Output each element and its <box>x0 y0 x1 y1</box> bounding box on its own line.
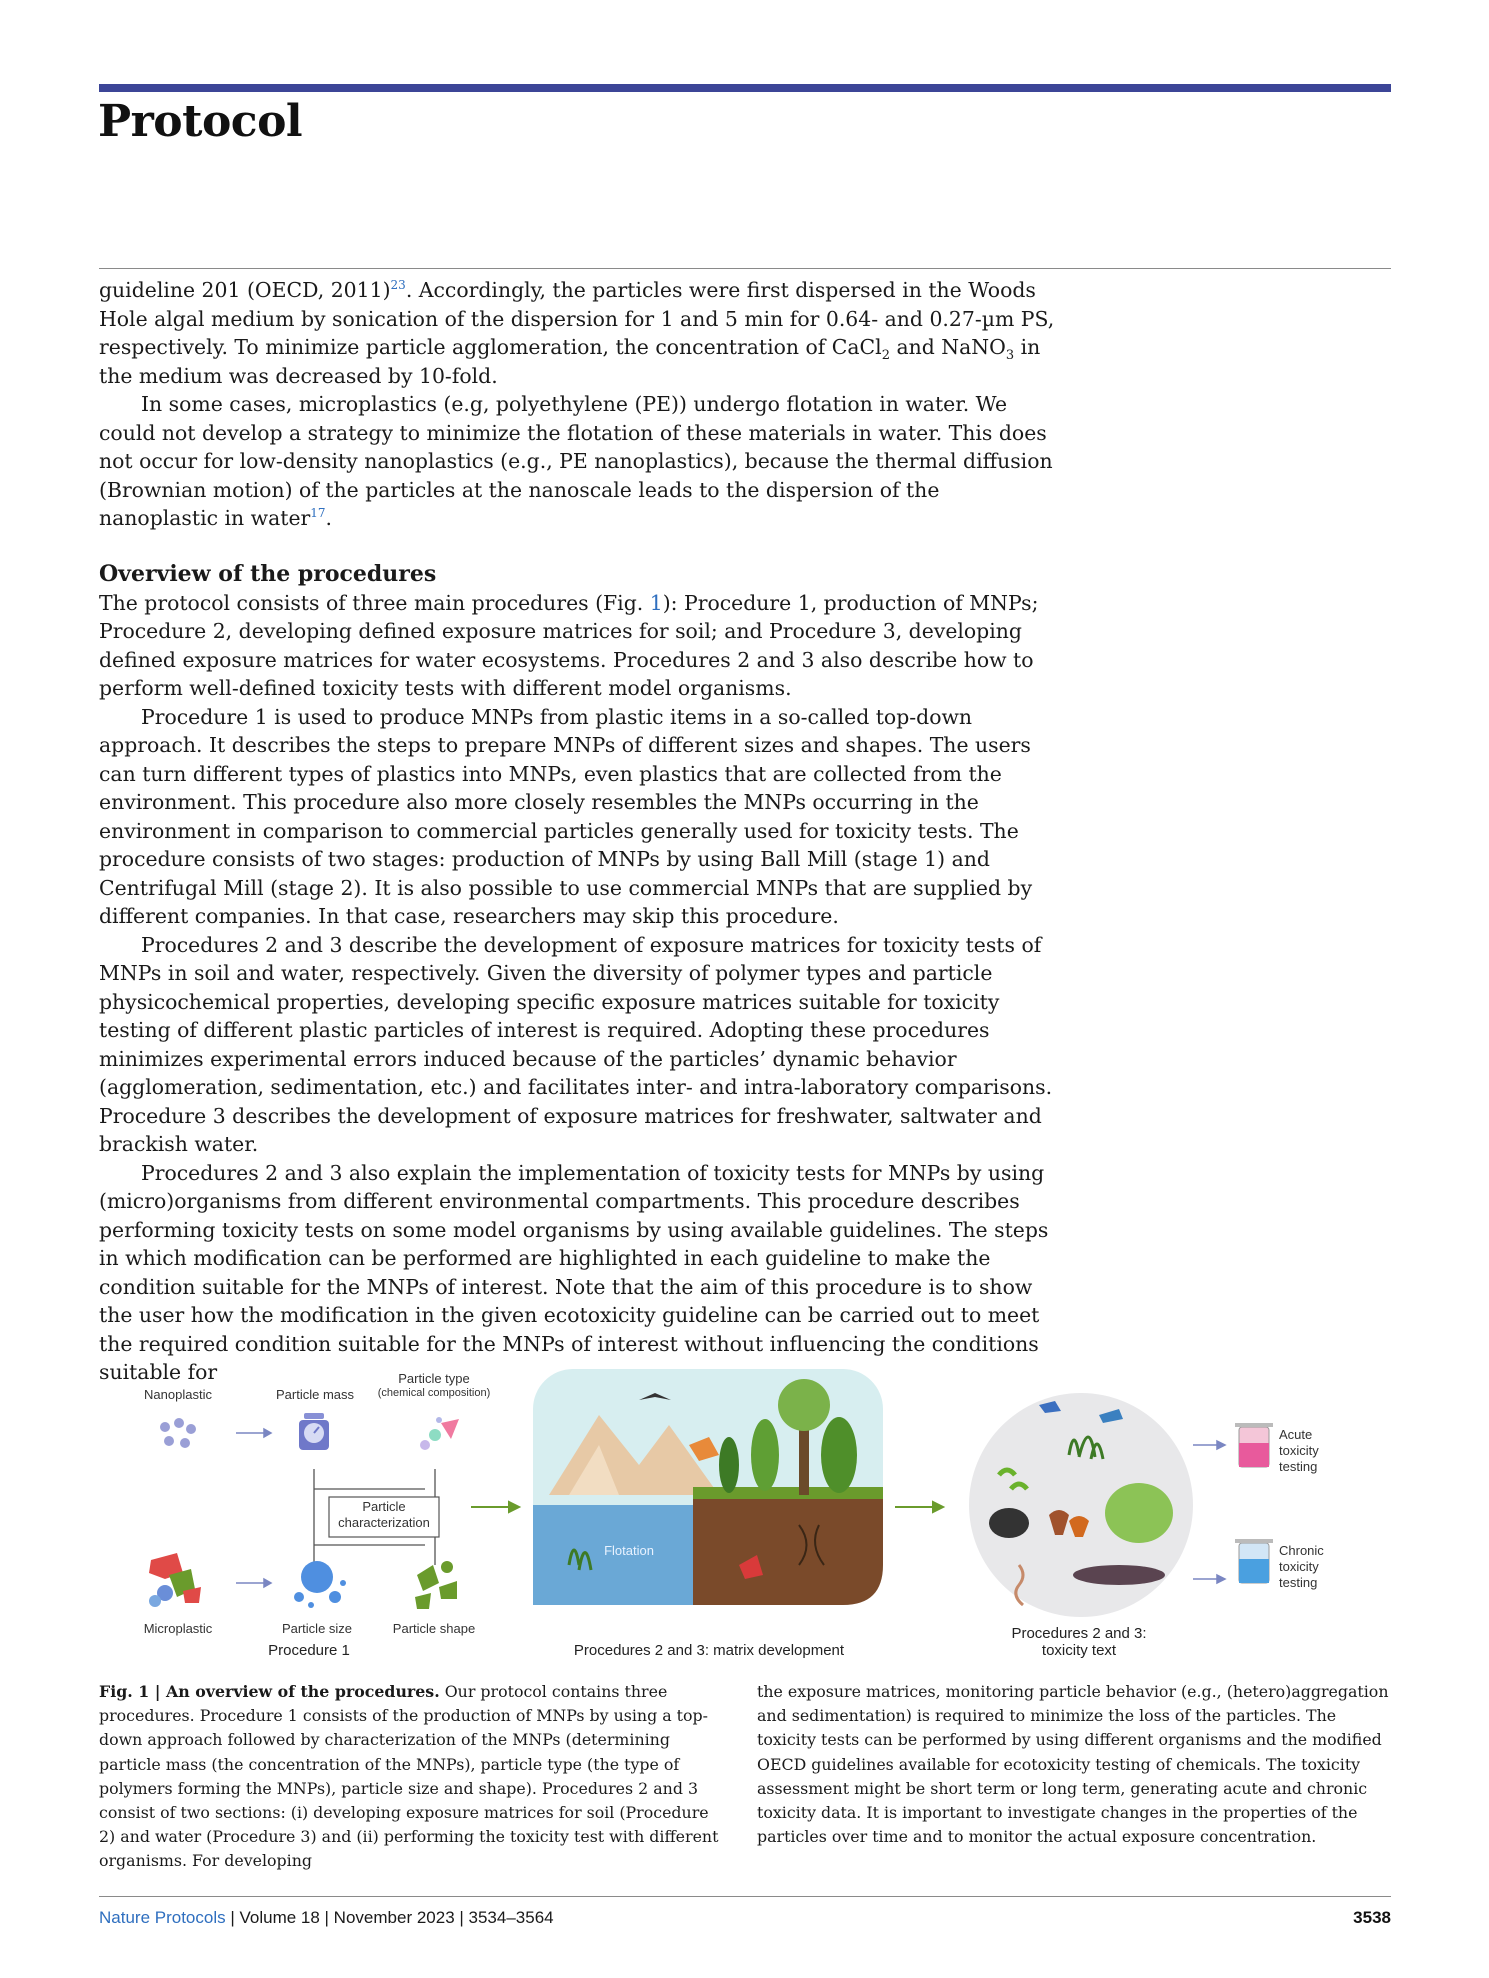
header-bar <box>99 84 1391 92</box>
label-microplastic: Microplastic <box>143 1621 213 1636</box>
page-number: 3538 <box>1353 1908 1391 1927</box>
section-heading: Overview of the procedures <box>99 560 437 587</box>
label-procedure-1: Procedure 1 <box>268 1642 350 1659</box>
footer <box>99 1908 1391 1928</box>
figure-1 <box>99 1365 1391 1665</box>
paragraph-1: guideline 201 (OECD, 2011)$^{23}$. Accordingly, the particles were first dispersed in the Woods Hole algal medium by sonication of the dispersion for 1 and 5 min for 0.64- and 0.27-µm PS, respectively. To minimize particle agglomeration, the concentration of CaCl$_2$ and NaNO$_3$ in the medium was decreased by 10-fold. <box>99 278 1055 388</box>
particle-size-icon <box>294 1561 346 1608</box>
arrow-icon <box>471 1502 519 1512</box>
acute-beaker-icon <box>1235 1423 1273 1467</box>
journal-link[interactable]: Nature Protocols <box>99 1908 226 1927</box>
ecosystem-scene <box>533 1369 883 1605</box>
label-flotation: Flotation <box>604 1543 654 1558</box>
paragraph-6: Procedures 2 and 3 also explain the implementation of toxicity tests for MNPs by using (micro)organisms from different environmental compartments. This procedure describes performing toxicity tests on some model organisms by using available guidelines. The steps in which modification can be performed are highlighted in each guideline to make the condition suitable for the MNPs of interest. Note that the aim of this procedure is to show the user how the modification in the given ecotoxicity guideline can be carried out to meet the required condition suitable for the MNPs of interest without influencing the conditions suitable for <box>99 1160 1049 1384</box>
figure-illustration <box>99 1365 1391 1665</box>
paragraph-5: Procedures 2 and 3 describe the development of exposure matrices for toxicity tests of MNPs in soil and water, respectively. Given the diversity of polymer types and particle physicochemical properties, developing specific exposure matrices suitable for toxicity testing of different plastic particles of interest is required. Adopting these procedures minimizes experimental errors induced because of the particles’ dynamic behavior (agglomeration, sedimentation, etc.) and facilitates inter- and intra-laboratory comparisons. Procedure 3 describes the development of exposure matrices for freshwater, saltwater and brackish water. <box>99 932 1053 1156</box>
particle-shape-icon <box>415 1561 457 1609</box>
label-matrix-development: Procedures 2 and 3: matrix development <box>573 1642 845 1659</box>
figure-link[interactable]: 1 <box>649 590 663 615</box>
caption-label: Fig. 1 | An overview of the procedures. <box>99 1682 440 1701</box>
paragraph-2: In some cases, microplastics (e.g, polyethylene (PE)) undergo flotation in water. We could not develop a strategy to minimize the flotation of these materials in water. This does not occur for low-density nanoplastics (e.g., PE nanoplastics), because the thermal diffusion (Brownian motion) of the particles at the nanoscale leads to the dispersion of the nanoplastic in water$^{17}$. <box>99 392 1053 530</box>
scale-icon <box>299 1413 329 1450</box>
label-particle-size: Particle size <box>281 1621 353 1636</box>
arrow-icon <box>236 1429 271 1437</box>
organisms-illustration <box>969 1393 1193 1617</box>
footer-rule <box>99 1896 1391 1897</box>
header-rule <box>99 268 1391 269</box>
article-body <box>99 276 1059 1387</box>
label-chronic-2: toxicity <box>1279 1559 1319 1574</box>
nanoplastic-particles-icon <box>160 1418 196 1448</box>
paragraph-3: The protocol consists of three main procedures (Fig. 1): Procedure 1, production of MNPs; Procedure 2, developing defined exposure matrices for soil; and Procedure 3, developing defined exposure matrices for water ecosystems. Procedures 2 and 3 also describe how to perform well-defined toxicity tests with different model organisms. <box>99 590 1039 700</box>
label-acute-3: testing <box>1279 1459 1318 1474</box>
label-toxicity-1: Procedures 2 and 3: <box>1011 1625 1147 1642</box>
label-acute-2: toxicity <box>1279 1443 1319 1458</box>
label-particle-mass: Particle mass <box>275 1387 355 1402</box>
particle-type-icon <box>420 1417 459 1450</box>
reference-link[interactable]: 17 <box>310 506 326 521</box>
label-characterization-1: Particle <box>362 1499 406 1514</box>
figure-caption-left: Fig. 1 | An overview of the procedures. Our protocol contains three procedures. Procedure 1 consists of the production of MNPs by using a top-down approach followed by characterization of the MNPs (determining particle mass (the concentration of the MNPs), particle type (the type of polymers forming the MNPs), particle size and shape). Procedures 2 and 3 consist of two sections: (i) developing exposure matrices for soil (Procedure 2) and water (Procedure 3) and (ii) performing the toxicity test with different organisms. For developing <box>99 1682 719 1871</box>
label-particle-shape: Particle shape <box>392 1621 476 1636</box>
label-characterization-2: characterization <box>338 1515 430 1530</box>
label-acute-1: Acute <box>1279 1427 1313 1442</box>
chronic-beaker-icon <box>1235 1539 1273 1583</box>
label-toxicity-2: toxicity text <box>1041 1642 1117 1659</box>
label-particle-type: Particle type <box>398 1371 470 1386</box>
figure-caption-right: the exposure matrices, monitoring particle behavior (e.g., (hetero)aggregation and sedimentation) is required to minimize the loss of the particles. The toxicity tests can be performed by using different organisms and the modified OECD guidelines available for ecotoxicity testing of chemicals. The toxicity assessment might be short term or long term, generating acute and chronic toxicity data. It is important to investigate changes in the properties of the particles over time and to monitor the actual exposure concentration. <box>757 1682 1389 1847</box>
arrow-icon <box>1193 1441 1225 1583</box>
microplastic-particles-icon <box>149 1553 201 1607</box>
reference-link[interactable]: 23 <box>390 278 406 293</box>
label-chronic-3: testing <box>1279 1575 1318 1590</box>
label-chronic-1: Chronic <box>1279 1543 1324 1558</box>
paragraph-4: Procedure 1 is used to produce MNPs from plastic items in a so-called top-down approach. It describes the steps to prepare MNPs of different sizes and shapes. The users can turn different types of plastics into MNPs, even plastics that are collected from the environment. This procedure also more closely resembles the MNPs occurring in the environment in comparison to commercial particles generally used for toxicity tests. The procedure consists of two stages: production of MNPs by using Ball Mill (stage 1) and Centrifugal Mill (stage 2). It is also possible to use commercial MNPs that are supplied by different companies. In that case, researchers may skip this procedure. <box>99 704 1033 928</box>
volume-info: | Volume 18 | November 2023 | 3534–3564 <box>225 1908 554 1927</box>
section-title: Protocol <box>98 96 303 147</box>
arrow-icon <box>895 1502 943 1512</box>
label-nanoplastic: Nanoplastic <box>144 1387 212 1402</box>
label-particle-type-sub: (chemical composition) <box>377 1387 491 1399</box>
arrow-icon <box>236 1579 271 1587</box>
